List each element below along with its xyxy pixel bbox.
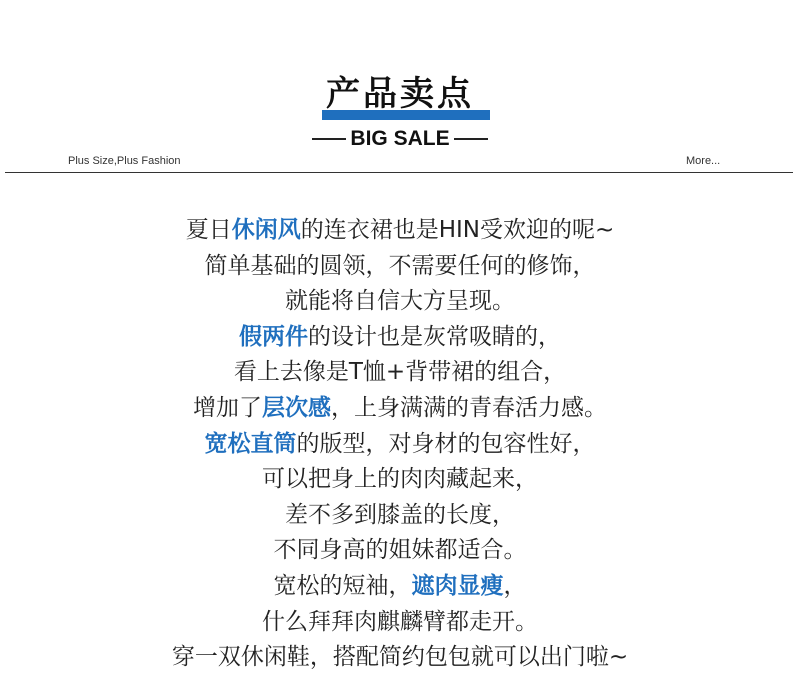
line-text: 看上去像是T恤+背带裙的组合， (233, 359, 567, 386)
line-text: 增加了 (193, 394, 262, 421)
line-text: 可以把身上的肉肉藏起来， (262, 466, 538, 493)
line-text: 简单基础的圆领，不需要任何的修饰， (204, 252, 596, 279)
page-header (0, 0, 800, 175)
text-line (0, 355, 800, 391)
subtitle-dash-left (312, 138, 346, 140)
line-text: 夏日 (185, 217, 232, 243)
text-line (0, 462, 800, 498)
highlight-text: 休闲风 (231, 217, 301, 243)
line-text: ， (503, 572, 527, 599)
text-line (0, 498, 800, 534)
highlight-text: 遮肉显瘦 (411, 572, 504, 599)
page-title: 产品卖点 (326, 74, 474, 114)
selling-points-text (0, 213, 800, 676)
page-subtitle: BIG SALE (350, 127, 450, 150)
highlight-text: 假两件 (239, 323, 308, 350)
subtitle-row (0, 125, 800, 153)
line-text: 穿一双休闲鞋，搭配简约包包就可以出门啦~ (171, 644, 629, 671)
text-line (0, 427, 800, 463)
subtitle-dash-right (454, 138, 488, 140)
line-text: 的版型，对身材的包容性好， (296, 430, 596, 457)
text-line (0, 605, 800, 641)
title-wrap (0, 74, 800, 114)
text-line (0, 640, 800, 676)
section-tagline: Plus Size,Plus Fashion (68, 155, 181, 167)
line-text: 宽松的短袖， (273, 572, 412, 599)
text-line (0, 320, 800, 356)
text-line (0, 249, 800, 285)
text-line (0, 284, 800, 320)
line-text: 不同身高的姐妹都适合。 (273, 537, 527, 564)
text-line (0, 213, 800, 249)
text-line (0, 533, 800, 569)
line-text: 什么拜拜肉麒麟臂都走开。 (262, 608, 538, 635)
highlight-text: 层次感 (262, 394, 331, 421)
highlight-text: 宽松直筒 (204, 430, 297, 457)
line-text: 就能将自信大方呈现。 (285, 288, 515, 315)
line-text: 的设计也是灰常吸睛的， (308, 323, 561, 350)
text-line (0, 391, 800, 427)
line-text: 的连衣裙也是HIN受欢迎的呢~ (300, 217, 615, 243)
text-line (0, 569, 800, 605)
header-divider (5, 172, 793, 173)
line-text: 差不多到膝盖的长度， (285, 501, 515, 528)
line-text: ，上身满满的青春活力感。 (331, 394, 607, 421)
more-link[interactable]: More... (686, 155, 721, 167)
